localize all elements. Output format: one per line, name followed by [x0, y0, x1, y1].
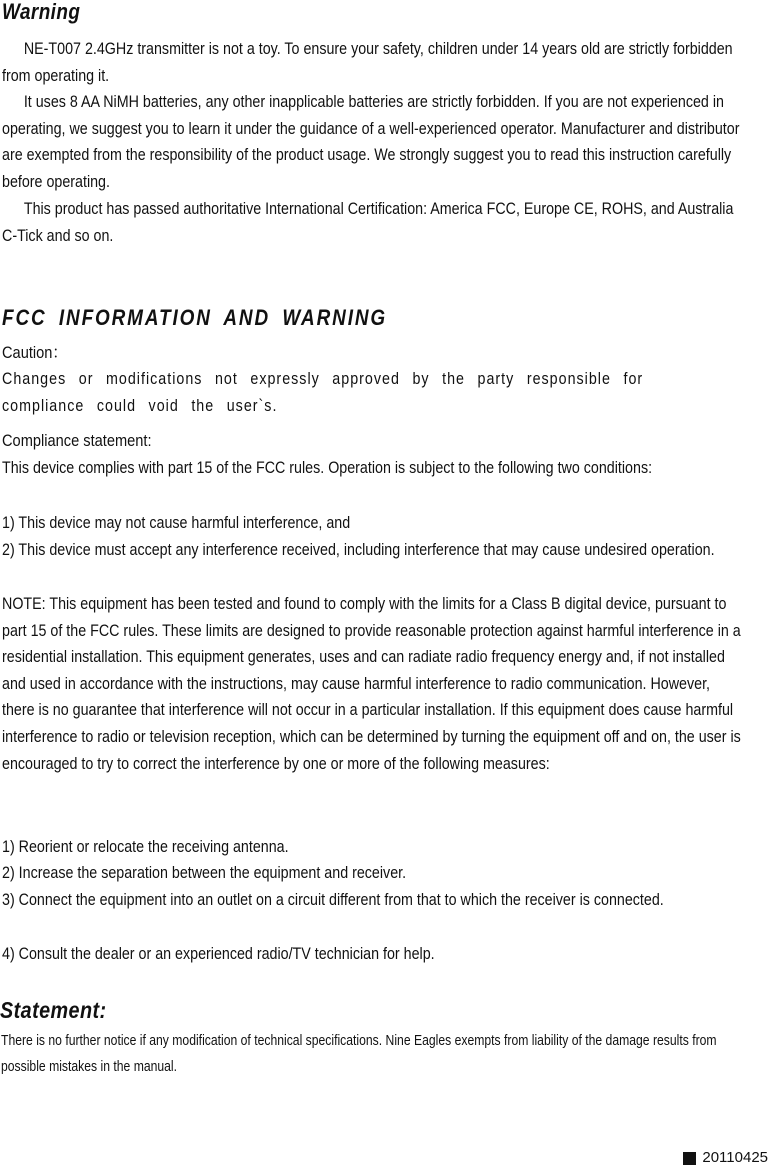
- statement-title: Statement:: [0, 997, 107, 1023]
- compliance-note: NOTE: This equipment has been tested and found to comply with the limits for a Class B digital device, pursuant to part 15 of the FCC rules. These limits are designed to provide reasonable protection against harmful interference in a residential installation. This equipment generates, uses and can radiate radio frequency energy and, if not installed and used in accordance with the instructions, may cause harmful interference to radio communication. However, there is no guarantee that interference will not occur in a particular installation. If this equipment does cause harmful interference to radio or television reception, which can be determined by turning the equipment off and on, the user is encouraged to try to correct the interference by one or more of the following measures:: [2, 594, 741, 773]
- warning-paragraph-3: This product has passed authoritative International Certification: America FCC, Europe CE, ROHS, and Australia C-Tick and so on.: [2, 199, 734, 245]
- measure-1: 1) Reorient or relocate the receiving antenna.: [2, 837, 289, 856]
- compliance-label: Compliance statement:: [2, 431, 152, 450]
- warning-paragraph-1: NE-T007 2.4GHz transmitter is not a toy. To ensure your safety, children under 14 years old are strictly forbidden from operating it.: [2, 39, 733, 85]
- statement-text: There is no further notice if any modification of technical specifications. Nine Eagles exempts from liability of the damage results from possible mistakes in the manual.: [1, 1033, 717, 1075]
- fcc-title: FCC INFORMATION AND WARNING: [2, 305, 388, 330]
- measure-4: 4) Consult the dealer or an experienced radio/TV technician for help.: [2, 944, 435, 963]
- compliance-line-2: 1) This device may not cause harmful interference, and: [2, 513, 351, 532]
- warning-paragraph-2: It uses 8 AA NiMH batteries, any other inapplicable batteries are strictly forbidden. If you are not experienced in operating, we suggest you to learn it under the guidance of a well-experienced operator. Manufacturer and distributor are exempted from the responsibility of the product usage. We strongly suggest you to read this instruction carefully before operating.: [2, 92, 740, 191]
- square-bullet-icon: [683, 1152, 696, 1165]
- measure-3: 3) Connect the equipment into an outlet on a circuit different from that to which the receiver is connected.: [2, 890, 664, 909]
- compliance-line-1: This device complies with part 15 of the FCC rules. Operation is subject to the following two conditions:: [2, 458, 653, 477]
- measure-2: 2) Increase the separation between the equipment and receiver.: [2, 863, 407, 882]
- caution-text: Changes or modifications not expressly approved by the party responsible for compliance could void the user`s.: [2, 369, 644, 415]
- caution-label: Caution：: [2, 343, 68, 362]
- compliance-line-3: 2) This device must accept any interference received, including interference that may cause undesired operation.: [2, 540, 715, 559]
- footer-code: [683, 1149, 768, 1167]
- footer-code-text: 20110425: [702, 1149, 768, 1166]
- warning-title: Warning: [2, 0, 81, 24]
